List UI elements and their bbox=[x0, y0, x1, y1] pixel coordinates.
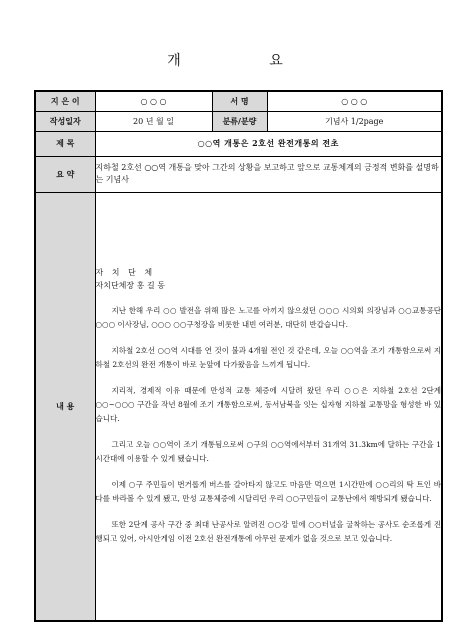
date-value: 20 년 월 일 bbox=[95, 111, 212, 131]
page-title: 개 요 bbox=[167, 53, 325, 69]
paragraph-5: 이제 ○구 주민들이 번거롭게 버스를 갈아타지 않고도 마음만 먹으면 1시간만에 ○○리의 탁 트인 바다를 바라볼 수 있게 됐고, 만성 교통체증에 시달리던 우리 ○○구민들이 교통난에서 해방되게 됐습니다. bbox=[95, 480, 441, 504]
organization-name: 자 치 단 체 bbox=[95, 268, 156, 278]
content-label: 내 용 bbox=[35, 192, 95, 621]
date-label: 작성일자 bbox=[35, 111, 95, 131]
summary-value: 지하철 2호선 ○○역 개통을 맞아 그간의 상황을 보고하고 앞으로 교통체계의 긍정적 변화를 설명하는 기념사 bbox=[95, 156, 442, 192]
paragraph-1: 지난 한해 우리 ○○ 발전을 위해 많은 노고를 아끼지 않으셨던 ○○○ 시의회 의장님과 ○○교통공단 ○○○ 이사장님, ○○○ ○○구청장을 비롯한 내빈 여러분, 대단히 반갑습니다. bbox=[95, 306, 441, 330]
paragraph-3: 지리적, 경제적 이유 때문에 만성적 교통 체증에 시달려 왔던 우리 ○○은 지하철 2호선 2단계 ○○~○○○ 구간을 작년 8월에 조기 개통함으로써, 동서남북을 잇는 십자형 지하철 교통망을 형성한 바 있습니다. bbox=[95, 386, 441, 424]
speaker-name: 자치단체장 홍 길 동 bbox=[95, 281, 165, 291]
author-label: 지 은 이 bbox=[35, 91, 95, 111]
paragraph-4: 그리고 오늘 ○○역이 조기 개통됨으로써 ○구의 ○○역에서부터 31개역 31.3km에 달하는 구간을 1시간대에 이용할 수 있게 됐습니다. bbox=[95, 440, 441, 464]
date-row bbox=[35, 111, 442, 131]
category-label: 분류/분량 bbox=[212, 111, 267, 131]
content-body bbox=[95, 192, 442, 621]
summary-row bbox=[35, 156, 442, 192]
summary-form-table bbox=[34, 90, 443, 622]
paragraph-2: 지하철 2호선 ○○역 시대를 연 것이 불과 4개월 전인 것 같은데, 오늘 ○○역을 조기 개통함으로써 지하철 2호선의 완전 개통이 바로 눈앞에 다가왔음을 느끼게 됩니다. bbox=[95, 346, 441, 370]
author-value: ○ ○ ○ bbox=[95, 91, 212, 111]
category-value: 기념사 1/2page bbox=[267, 111, 442, 131]
paragraph-6: 또한 2단계 공사 구간 중 최대 난공사로 알려진 ○○강 밑에 ○○터널을 굴착하는 공사도 순조롭게 진행되고 있어, 아시안게임 이전 2호선 완전개통에 아무런 문제가 없을 것으로 보고 있습니다. bbox=[95, 520, 441, 544]
author-row bbox=[35, 91, 442, 111]
subject-value: ○○역 개통은 2호선 완전개통의 전초 bbox=[95, 131, 442, 156]
content-row bbox=[35, 192, 442, 621]
subject-label: 제 목 bbox=[35, 131, 95, 156]
subject-row bbox=[35, 131, 442, 156]
signature-value: ○ ○ ○ bbox=[267, 91, 442, 111]
signature-label: 서 명 bbox=[212, 91, 267, 111]
summary-label: 요 약 bbox=[35, 156, 95, 192]
